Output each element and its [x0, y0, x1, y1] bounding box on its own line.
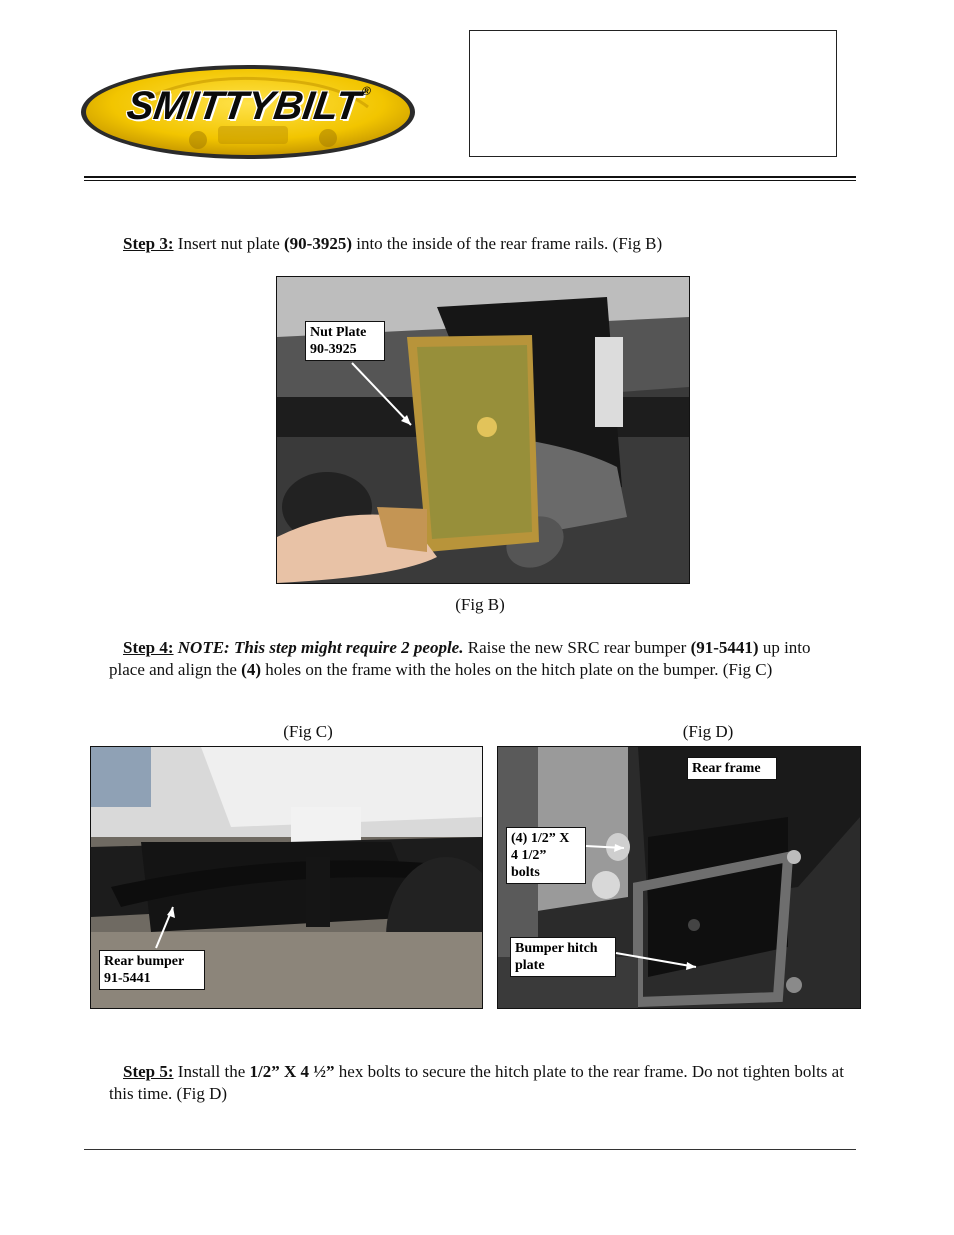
fig-d-caption: (Fig D) [682, 722, 734, 741]
rear-bumper-callout: Rear bumper 91-5441 [99, 950, 205, 990]
header-rule [84, 176, 856, 178]
hitch-plate-callout: Bumper hitch plate [510, 937, 616, 977]
step-3-label: Step 3: [123, 234, 174, 253]
hitch-plate-arrow [616, 953, 696, 967]
step-3-paragraph: Step 3: Insert nut plate (90-3925) into the inside of the rear frame rails. (Fig B) [123, 234, 663, 253]
rear-frame-callout: Rear frame [687, 757, 777, 780]
step-5-paragraph: Step 5: Install the 1/2” X 4 ½” hex bolts to secure the hitch plate to the rear frame. Do not tighten bolts at this time. (Fig D) [109, 1062, 844, 1103]
rear-bumper-arrow [91, 747, 482, 1008]
fig-b-photo [276, 276, 690, 584]
fig-d-photo [497, 746, 861, 1009]
step-5-label: Step 5: [123, 1062, 174, 1081]
footer-rule [84, 1149, 856, 1150]
nut-plate-callout: Nut Plate 90-3925 [305, 321, 385, 361]
nut-plate-arrow [277, 277, 689, 583]
logo-wordmark: SMITTYBILT® [124, 84, 372, 128]
bolts-callout: (4) 1/2” X 4 1/2” bolts [506, 827, 586, 884]
fig-c-photo [90, 746, 483, 1009]
step-4-label: Step 4: [123, 638, 174, 657]
fig-c-caption: (Fig C) [283, 722, 333, 741]
step-4-paragraph: Step 4: NOTE: This step might require 2 people. Raise the new SRC rear bumper (91-5441) up into place and align the (4) holes on the frame with the holes on the hitch plate on the bumper. (Fig C) [109, 638, 811, 679]
fig-b-caption: (Fig B) [455, 595, 505, 614]
header-rule-thin [84, 180, 856, 181]
header-info-box [469, 30, 837, 157]
fig-d-arrows [498, 747, 860, 1008]
